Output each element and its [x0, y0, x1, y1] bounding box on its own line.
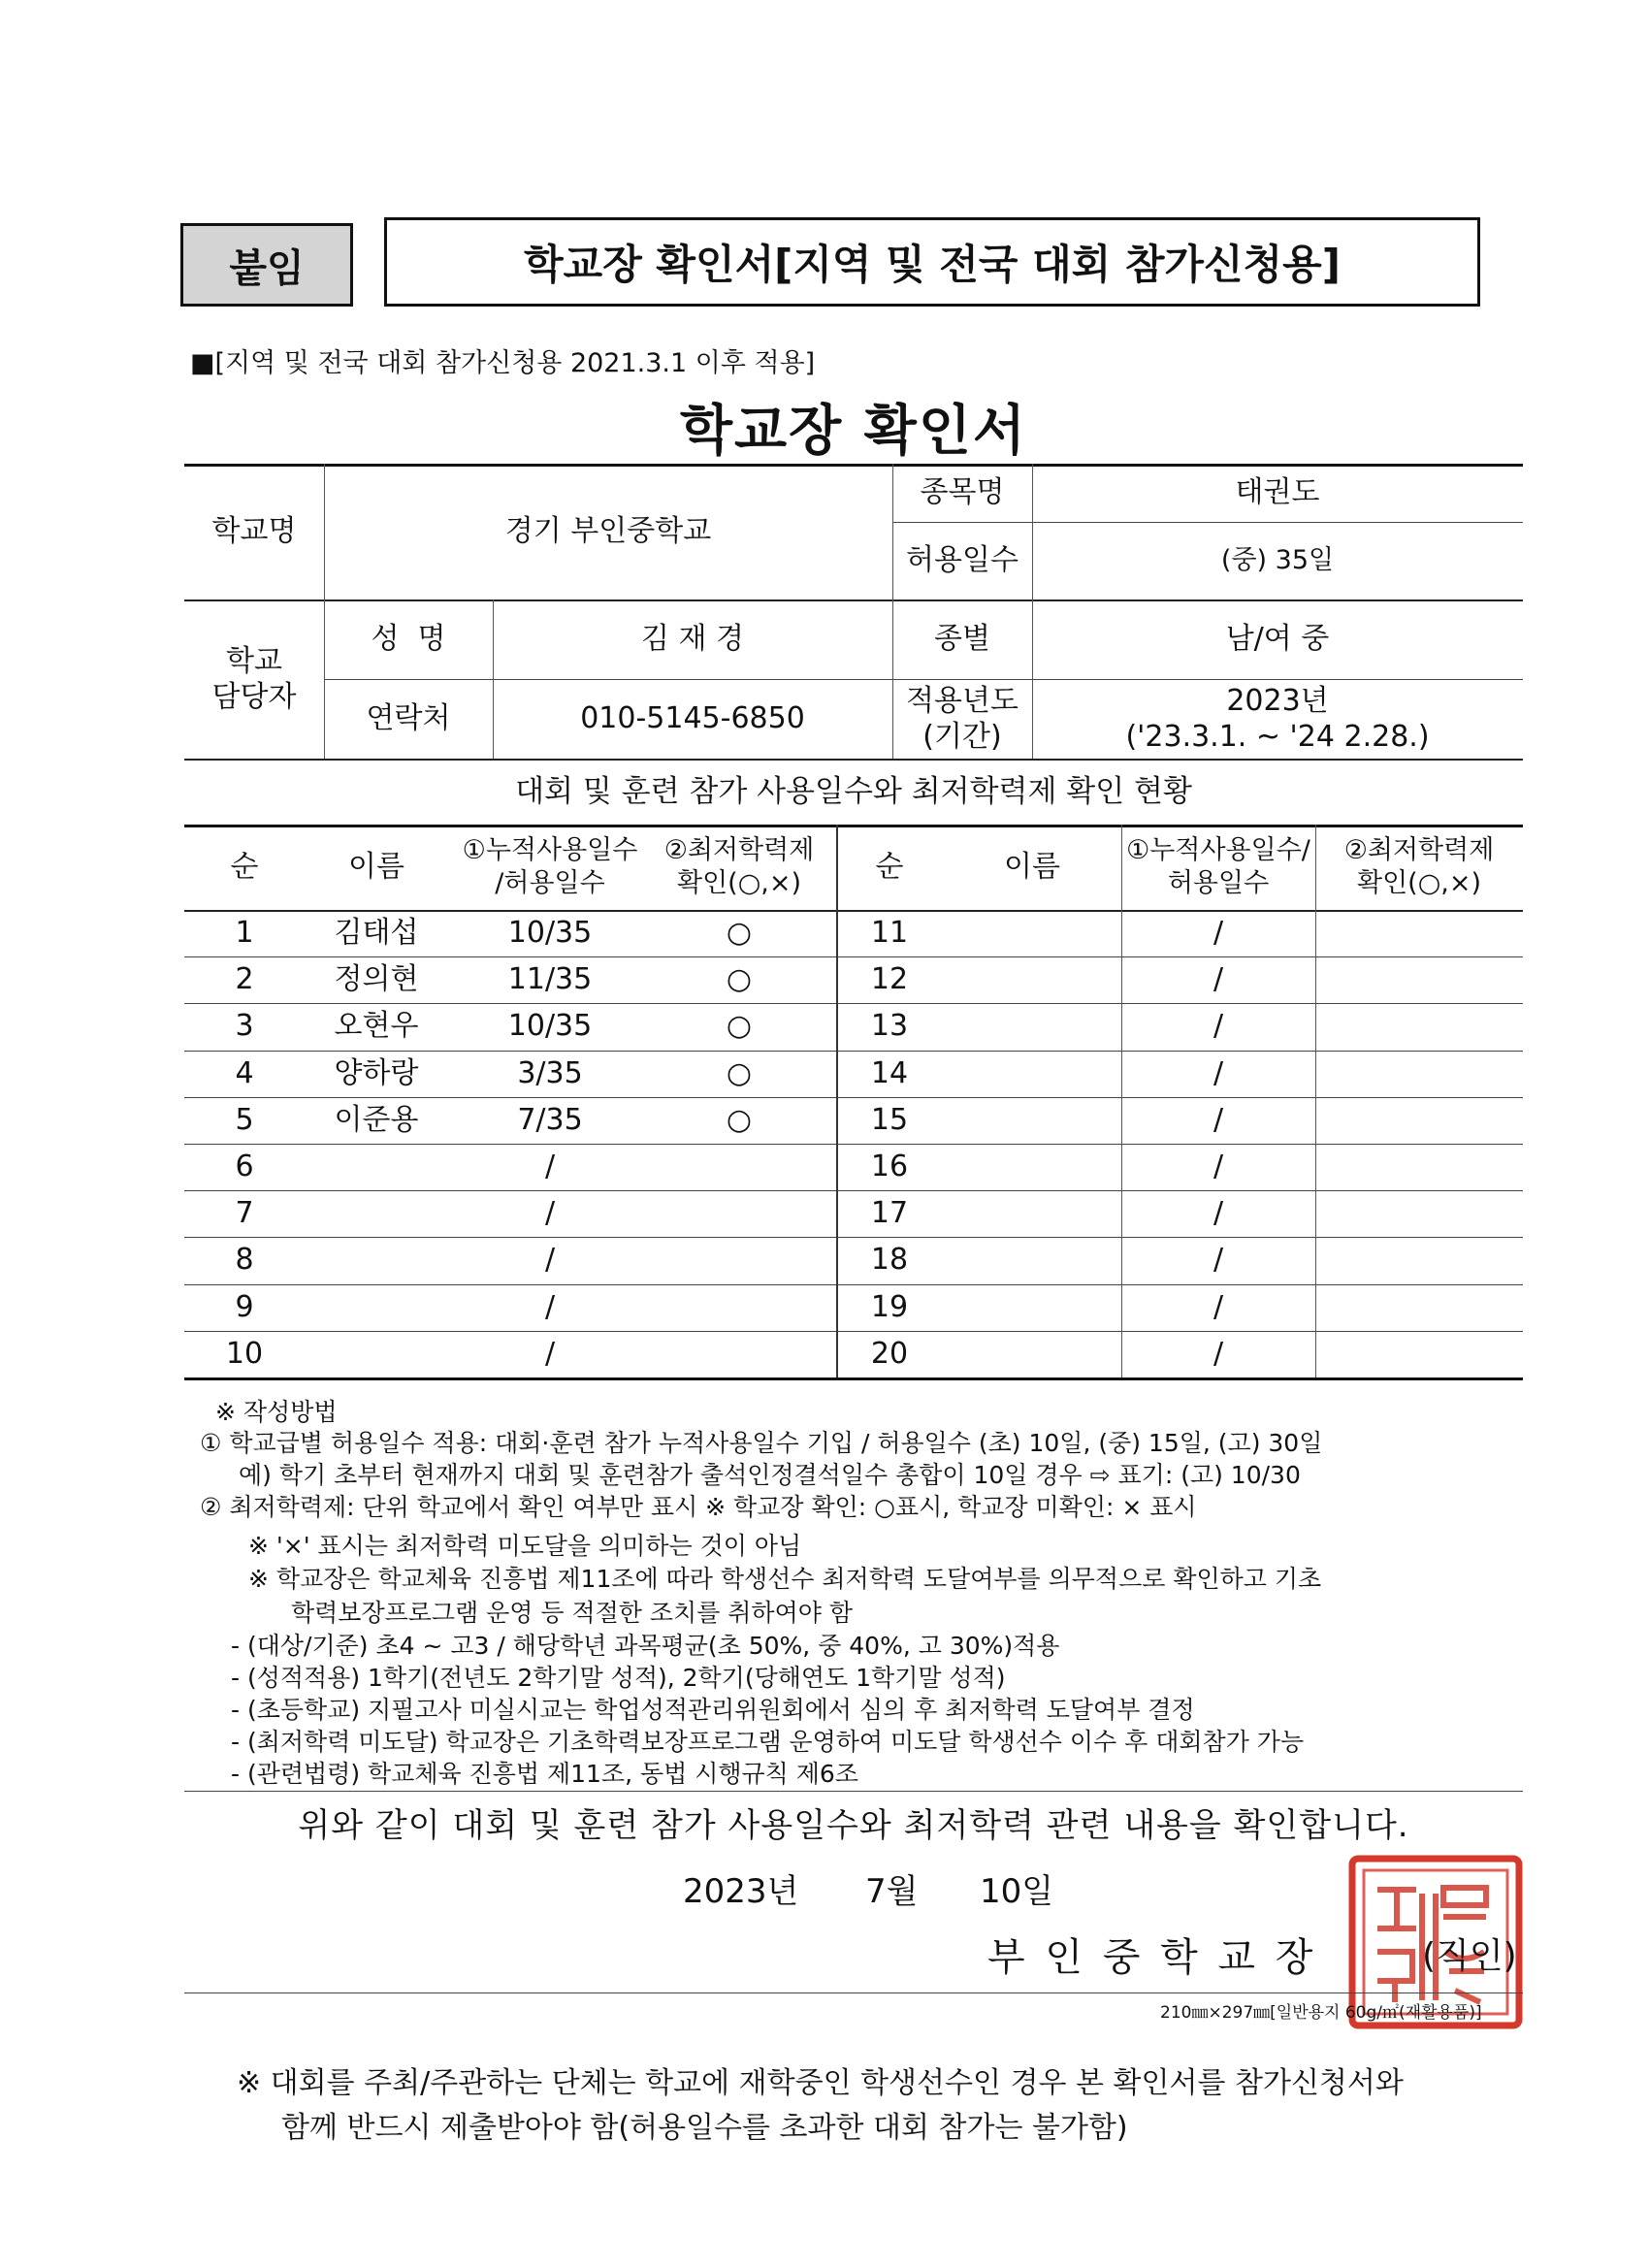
- row-days: /: [544, 1196, 556, 1231]
- row-days-2: /: [1212, 1103, 1224, 1138]
- row-days-2: /: [1212, 1009, 1224, 1044]
- principal-name: 부 인 중 학 교 장: [987, 1935, 1317, 1980]
- date-day: 10일: [980, 1872, 1054, 1911]
- confirmation-statement: 위와 같이 대회 및 훈련 참가 사용일수와 최저학력 관련 내용을 확인합니다.: [298, 1806, 1409, 1845]
- row-check-2: [1315, 910, 1523, 956]
- row-check-2: [1315, 1331, 1523, 1377]
- note-line: ② 최저학력제: 단위 학교에서 확인 여부만 표시 ※ 학교장 확인: ○표시, 학교장 미확인: × 표시: [200, 1493, 1197, 1521]
- note-line: ① 학교급별 허용일수 적용: 대회·훈련 참가 누적사용일수 기입 / 허용일수 (초) 10일, (중) 15일, (고) 30일: [200, 1429, 1323, 1457]
- row-name-2: [943, 956, 1121, 1003]
- sport-value: 태권도: [1235, 475, 1320, 510]
- row-days-2: /: [1212, 1196, 1224, 1231]
- row-check-2: [1315, 1003, 1523, 1050]
- row-name: 양하랑: [334, 1056, 419, 1091]
- row-check: ○: [726, 962, 753, 997]
- row-days: /: [544, 1150, 556, 1184]
- attachment-tag: [180, 223, 353, 307]
- row-days-2: /: [1212, 1337, 1224, 1372]
- row-check-2: [1315, 1097, 1523, 1144]
- note-line: - (관련법령) 학교체육 진흥법 제11조, 동법 시행규칙 제6조: [231, 1760, 858, 1788]
- row-name: 이준용: [334, 1103, 419, 1138]
- row-no: 6: [235, 1150, 254, 1184]
- form-subtitle: ■[지역 및 전국 대회 참가신청용 2021.3.1 이후 적용]: [190, 348, 816, 378]
- row-no: 4: [235, 1056, 254, 1091]
- row-name: [305, 1284, 448, 1331]
- name-label: 성 명: [371, 622, 446, 657]
- row-check-2: [1315, 956, 1523, 1003]
- row-check: [642, 1284, 836, 1331]
- row-days-2: /: [1212, 1056, 1224, 1091]
- header-title: 학교장 확인서[지역 및 전국 대회 참가신청용]: [524, 241, 1341, 288]
- col-header-no-2: 순: [875, 850, 904, 885]
- row-no: 2: [235, 962, 254, 997]
- row-no: 9: [235, 1290, 254, 1325]
- row-check-2: [1315, 1051, 1523, 1097]
- row-days: /: [544, 1243, 556, 1278]
- note-line: - (대상/기준) 초4 ~ 고3 / 해당학년 과목평균(초 50%, 중 40%, 고 30%)적용: [231, 1632, 1060, 1660]
- col-header-days: ①누적사용일수 /허용일수: [462, 835, 638, 898]
- row-name: 정의현: [334, 962, 419, 997]
- row-check: ○: [726, 1103, 753, 1138]
- row-no-2: 18: [870, 1243, 909, 1278]
- row-name: [305, 1190, 448, 1237]
- contact-label: 연락처: [366, 701, 451, 736]
- row-name-2: [943, 1097, 1121, 1144]
- col-header-days-2: ①누적사용일수/ 허용일수: [1126, 835, 1310, 898]
- row-name-2: [943, 1331, 1121, 1377]
- row-check: [642, 1144, 836, 1190]
- row-days-2: /: [1212, 962, 1224, 997]
- note-line: ※ 학교장은 학교체육 진흥법 제11조에 따라 학생선수 최저학력 도달여부를 의무적으로 확인하고 기초: [248, 1565, 1322, 1593]
- row-no: 5: [235, 1103, 254, 1138]
- row-name: 김태섭: [334, 916, 419, 951]
- row-no-2: 17: [870, 1196, 909, 1231]
- year-value: 2023년 ('23.3.1. ~ '24 2.28.): [1125, 683, 1430, 754]
- row-name: [305, 1237, 448, 1283]
- row-name-2: [943, 1284, 1121, 1331]
- seal-note: (직인): [1422, 1936, 1517, 1976]
- row-no: 1: [235, 916, 254, 951]
- row-name: 오현우: [334, 1009, 419, 1044]
- year-label: 적용년도 (기간): [906, 683, 1018, 754]
- attachment-tag-label: 붙임: [229, 245, 305, 291]
- col-header-name: 이름: [348, 850, 404, 885]
- note-line: ※ '×' 표시는 최저학력 미도달을 의미하는 것이 아님: [248, 1532, 802, 1560]
- row-days: 11/35: [507, 962, 593, 997]
- row-no: 7: [235, 1196, 254, 1231]
- row-check-2: [1315, 1284, 1523, 1331]
- row-name: [305, 1144, 448, 1190]
- row-days: 3/35: [517, 1056, 583, 1091]
- note-line: - (최저학력 미도달) 학교장은 기초학력보장프로그램 운영하여 미도달 학생선수 이수 후 대회참가 가능: [231, 1728, 1305, 1756]
- row-no: 3: [235, 1009, 254, 1044]
- school-name-value: 경기 부인중학교: [504, 514, 712, 549]
- row-no-2: 12: [870, 962, 909, 997]
- row-no-2: 13: [870, 1009, 909, 1044]
- row-check-2: [1315, 1237, 1523, 1283]
- allowed-days-value: (중) 35일: [1220, 545, 1335, 576]
- date-year: 2023년: [683, 1872, 799, 1911]
- row-check-2: [1315, 1144, 1523, 1190]
- note-line: - (초등학교) 지필고사 미실시교는 학업성적관리위원회에서 심의 후 최저학력 도달여부 결정: [231, 1696, 1195, 1724]
- row-days-2: /: [1212, 1243, 1224, 1278]
- row-name-2: [943, 1051, 1121, 1097]
- note-line: 예) 학기 초부터 현재까지 대회 및 훈련참가 출석인정결석일수 총합이 10일 경우 ⇨ 표기: (고) 10/30: [239, 1461, 1301, 1489]
- row-name-2: [943, 1144, 1121, 1190]
- row-name: [305, 1331, 448, 1377]
- row-days-2: /: [1212, 916, 1224, 951]
- row-check: [642, 1331, 836, 1377]
- row-days: 10/35: [507, 916, 593, 951]
- notes-heading: ※ 작성방법: [215, 1398, 338, 1426]
- row-days: /: [544, 1290, 556, 1325]
- row-no-2: 15: [870, 1103, 909, 1138]
- row-name-2: [943, 1003, 1121, 1050]
- school-name-label: 학교명: [211, 514, 297, 549]
- header-title-box: [384, 217, 1480, 307]
- row-check: [642, 1190, 836, 1237]
- row-check-2: [1315, 1190, 1523, 1237]
- manager-name-value: 김 재 경: [640, 622, 744, 657]
- row-days: /: [544, 1337, 556, 1372]
- row-days-2: /: [1212, 1150, 1224, 1184]
- contact-value: 010-5145-6850: [580, 701, 805, 736]
- gender-value: 남/여 중: [1225, 622, 1330, 657]
- row-check: ○: [726, 1009, 753, 1044]
- document-title: 학교장 확인서: [679, 400, 1028, 463]
- footer-line-1: ※ 대회를 주최/주관하는 단체는 학교에 재학중인 학생선수인 경우 본 확인서를 참가신청서와: [237, 2066, 1404, 2100]
- date-month: 7월: [865, 1872, 919, 1911]
- row-check: ○: [726, 1056, 753, 1091]
- manager-label: 학교 담당자: [211, 643, 297, 714]
- col-header-check: ②최저학력제 확인(○,×): [663, 835, 815, 898]
- row-check: ○: [726, 916, 753, 951]
- col-header-name-2: 이름: [1004, 850, 1060, 885]
- row-no: 10: [225, 1337, 264, 1372]
- row-days: 10/35: [507, 1009, 593, 1044]
- row-no-2: 19: [870, 1290, 909, 1325]
- row-days-2: /: [1212, 1290, 1224, 1325]
- sport-label: 종목명: [920, 475, 1005, 510]
- row-no: 8: [235, 1243, 254, 1278]
- row-name-2: [943, 1237, 1121, 1283]
- row-no-2: 11: [870, 916, 909, 951]
- note-line: - (성적적용) 1학기(전년도 2학기말 성적), 2학기(당해연도 1학기말 성적): [231, 1664, 1006, 1692]
- row-check: [642, 1237, 836, 1283]
- row-no-2: 16: [870, 1150, 909, 1184]
- status-heading: 대회 및 훈련 참가 사용일수와 최저학력제 확인 현황: [515, 773, 1192, 809]
- row-no-2: 20: [870, 1337, 909, 1372]
- row-days: 7/35: [517, 1103, 583, 1138]
- row-name-2: [943, 1190, 1121, 1237]
- footer-line-2: 함께 반드시 제출받아야 함(허용일수를 초과한 대회 참가는 불가함): [281, 2111, 1128, 2145]
- row-name-2: [943, 910, 1121, 956]
- gender-label: 종별: [934, 622, 990, 657]
- col-header-check-2: ②최저학력제 확인(○,×): [1343, 835, 1495, 898]
- col-header-no: 순: [230, 850, 259, 885]
- allowed-days-label: 허용일수: [906, 543, 1018, 578]
- paper-spec: 210㎜×297㎜[일반용지 60g/㎡(재활용품)]: [1160, 2003, 1482, 2023]
- note-line: 학력보장프로그램 운영 등 적절한 조치를 취하여야 함: [291, 1599, 853, 1627]
- row-no-2: 14: [870, 1056, 909, 1091]
